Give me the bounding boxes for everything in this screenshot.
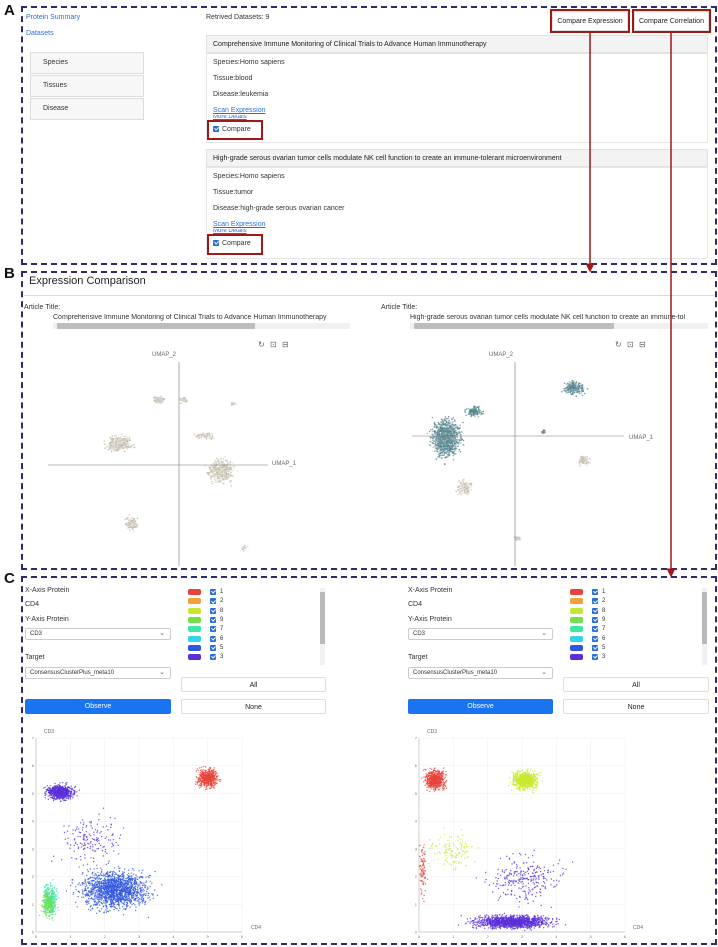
right-x-axis-label: X-Axis Protein [408,587,453,594]
x-tick-label: 5 [589,934,592,939]
left-y-axis-label: Y-Axis Protein [25,616,69,623]
left-x-axis-label: X-Axis Protein [25,587,70,594]
legend-label: 3 [220,654,224,661]
left-title-scroll-thumb[interactable] [57,323,255,329]
legend-swatch [570,598,583,604]
legend-swatch [188,608,201,614]
y-tick-label: 6 [414,763,417,769]
legend-checkbox[interactable] [210,598,216,604]
legend-label: 8 [220,607,224,614]
legend-label: 1 [220,589,224,595]
dataset-2-card [206,167,708,259]
dataset-2-more-link[interactable]: More Details [213,229,247,234]
legend-label: 9 [602,616,606,623]
left-target-label: Target [25,654,45,661]
x-tick-label: 3 [137,934,141,939]
left-y-axis-select[interactable] [25,628,171,640]
dataset-1-title: Comprehensive Immune Monitoring of Clinical Trials to Advance Human Immunotherapy [206,35,708,53]
filter-species[interactable]: Species [30,52,144,74]
y-tick-label: 5 [31,790,34,796]
legend-swatch [570,626,583,632]
legend-checkbox[interactable] [592,645,598,651]
legend-swatch [570,636,583,642]
legend-checkbox[interactable] [210,626,216,632]
scatter-left-x-label: CD4 [251,925,262,931]
legend-checkbox[interactable] [210,645,216,651]
legend-swatch [570,654,583,660]
dataset-1-compare-label: Compare [222,126,251,133]
zoom-icon[interactable]: ⊡ [627,340,634,349]
save-icon[interactable]: ⊟ [639,340,646,349]
left-x-axis-value: CD4 [25,601,40,608]
sidebar-link-datasets[interactable]: Datasets [26,30,54,37]
umap-right-plot [384,348,704,568]
right-article-title: High-grade serous ovarian tumor cells modulate NK cell function to create an immune-tol [410,314,686,321]
legend-label: 7 [220,626,224,633]
scatter-right-x-label: CD4 [633,925,644,931]
x-tick-label: 0 [34,934,38,939]
legend-checkbox[interactable] [210,636,216,642]
x-tick-label: 1 [452,934,455,939]
umap-left-x-label: UMAP_1 [272,461,297,467]
legend-swatch [188,645,201,651]
heading-divider [24,295,714,296]
x-tick-label: 3 [520,934,524,939]
umap-left-y-label: UMAP_2 [152,352,177,358]
left-y-axis-select-value: CD3 [30,631,43,637]
retrieved-count: Retrived Datasets: 9 [206,14,270,21]
left-target-select-value: ConsensusClusterPlus_meta10 [30,670,115,676]
right-x-axis-value: CD4 [408,601,423,608]
legend-label: 6 [220,635,224,642]
dataset-1-scan-link[interactable]: Scan Expression [213,107,266,114]
dataset-2-species: Species:Homo sapiens [213,173,285,180]
umap-right-points [427,380,592,541]
left-all-button[interactable]: All [181,677,326,692]
scatter-left-grid [32,736,244,940]
y-tick-label: 1 [414,901,417,907]
legend-label: 5 [220,644,224,651]
right-title-scrollbar[interactable] [410,323,708,329]
right-legend-scroll-thumb[interactable] [702,592,707,644]
right-y-axis-select-value: CD3 [413,631,426,637]
panel-label-c: C [4,570,15,587]
legend-label: 9 [220,616,224,623]
save-icon[interactable]: ⊟ [282,340,289,349]
right-y-axis-select[interactable] [408,628,553,640]
umap-right-y-label: UMAP_2 [489,352,514,358]
legend-label: 8 [602,607,606,614]
dataset-1-card [206,53,708,143]
dataset-1-disease: Disease:leukemia [213,91,269,98]
right-all-button[interactable]: All [563,677,709,692]
right-target-label: Target [408,654,428,661]
scatter-right-points [419,767,573,931]
legend-checkbox[interactable] [592,636,598,642]
legend-checkbox[interactable] [210,654,216,660]
legend-swatch [570,589,583,595]
y-tick-label: 4 [414,818,417,824]
legend-label: 7 [602,626,606,633]
scatter-right-y-label: CD3 [427,729,438,735]
y-tick-label: 2 [31,874,34,880]
y-tick-label: 3 [31,846,34,852]
left-legend-scroll-thumb[interactable] [320,592,325,644]
y-tick-label: 4 [31,818,34,824]
umap-right-x-label: UMAP_1 [629,435,654,441]
legend-checkbox[interactable] [210,589,216,595]
sidebar-link-protein-summary[interactable]: Protein Summary [26,14,81,21]
y-tick-label: 2 [414,874,417,880]
left-legend-scrollbar[interactable] [320,588,325,665]
chevron-down-icon: ⌄ [159,630,165,637]
legend-checkbox[interactable] [592,617,598,623]
left-observe-button[interactable]: Observe [25,699,171,714]
legend-checkbox[interactable] [592,598,598,604]
right-target-select[interactable] [408,667,553,679]
dataset-2-compare-label: Compare [222,240,251,247]
legend-swatch [188,654,201,660]
panel-label-a: A [4,2,15,19]
right-observe-button[interactable]: Observe [408,699,553,714]
left-article-title: Comprehensive Immune Monitoring of Clinical Trials to Advance Human Immunotherapy [53,314,327,321]
legend-label: 3 [602,654,606,661]
dataset-1-more-link[interactable]: More Details [213,115,247,120]
dataset-2-title: High-grade serous ovarian tumor cells modulate NK cell function to create an immune-tolerant microenvironment [206,149,708,167]
right-title-scroll-thumb[interactable] [414,323,614,329]
right-legend [570,588,718,668]
legend-checkbox[interactable] [592,626,598,632]
compare-expression-button[interactable]: Compare Expression [552,11,628,31]
right-none-button[interactable]: None [563,699,709,714]
x-tick-label: 6 [623,934,627,939]
legend-checkbox[interactable] [592,608,598,614]
right-article-label: Article Title: [381,304,418,311]
y-tick-label: 7 [414,735,417,741]
y-tick-label: 0 [31,929,34,935]
scatter-right-grid [415,736,627,940]
left-article-label: Article Title: [24,304,61,311]
umap-left-plot [24,348,344,568]
dataset-2-tissue: Tissue:tumor [213,189,254,196]
y-tick-label: 3 [414,846,417,852]
legend-checkbox[interactable] [592,654,598,660]
chevron-down-icon: ⌄ [541,630,547,637]
left-target-select[interactable] [25,667,171,679]
dataset-2-compare-checkbox[interactable] [213,240,251,247]
filter-tissues[interactable]: Tissues [30,75,144,97]
y-tick-label: 5 [414,790,417,796]
legend-label: 6 [602,635,606,642]
left-none-button[interactable]: None [181,699,326,714]
right-y-axis-label: Y-Axis Protein [408,616,452,623]
dataset-1-compare-checkbox[interactable] [213,126,251,133]
filter-disease[interactable]: Disease [30,98,144,120]
dataset-2-scan-link[interactable]: Scan Expression [213,221,266,228]
legend-swatch [570,608,583,614]
legend-swatch [188,617,201,623]
dataset-2-disease: Disease:high-grade serous ovarian cancer [213,205,345,212]
legend-checkbox[interactable] [592,589,598,595]
legend-swatch [570,645,583,651]
scatter-left-points [39,766,222,921]
x-tick-label: 6 [240,934,244,939]
dataset-1-tissue: Tissue:blood [213,75,253,82]
y-tick-label: 7 [31,735,34,741]
legend-checkbox[interactable] [210,617,216,623]
legend-swatch [188,589,201,595]
left-title-scrollbar[interactable] [53,323,350,329]
x-tick-label: 4 [172,934,175,939]
y-tick-label: 0 [414,929,417,935]
scatter-right-plot [413,730,653,942]
legend-swatch [570,617,583,623]
zoom-icon[interactable]: ⊡ [270,340,277,349]
x-tick-label: 1 [69,934,72,939]
umap-left-points [103,395,248,552]
dataset-1-species: Species:Homo sapiens [213,59,285,66]
y-tick-label: 6 [31,763,34,769]
left-legend [188,588,338,668]
chevron-down-icon: ⌄ [541,669,547,676]
restore-icon[interactable]: ↻ [615,340,622,349]
legend-checkbox[interactable] [210,608,216,614]
scatter-left-plot [30,730,270,942]
x-tick-label: 5 [206,934,209,939]
panel-label-b: B [4,265,15,282]
legend-swatch [188,636,201,642]
chevron-down-icon: ⌄ [159,669,165,676]
scatter-left-y-label: CD3 [44,729,55,735]
legend-label: 1 [602,589,606,595]
x-tick-label: 2 [486,934,489,939]
x-tick-label: 4 [555,934,558,939]
legend-label: 2 [220,598,224,605]
expression-comparison-heading: Expression Comparison [29,275,146,287]
y-tick-label: 1 [31,901,34,907]
legend-label: 2 [602,598,606,605]
right-legend-scrollbar[interactable] [702,588,707,665]
right-target-select-value: ConsensusClusterPlus_meta10 [413,670,498,676]
legend-label: 5 [602,644,606,651]
x-tick-label: 0 [417,934,421,939]
restore-icon[interactable]: ↻ [258,340,265,349]
compare-correlation-button[interactable]: Compare Correlation [634,11,709,31]
legend-swatch [188,598,201,604]
legend-swatch [188,626,201,632]
x-tick-label: 2 [103,934,106,939]
